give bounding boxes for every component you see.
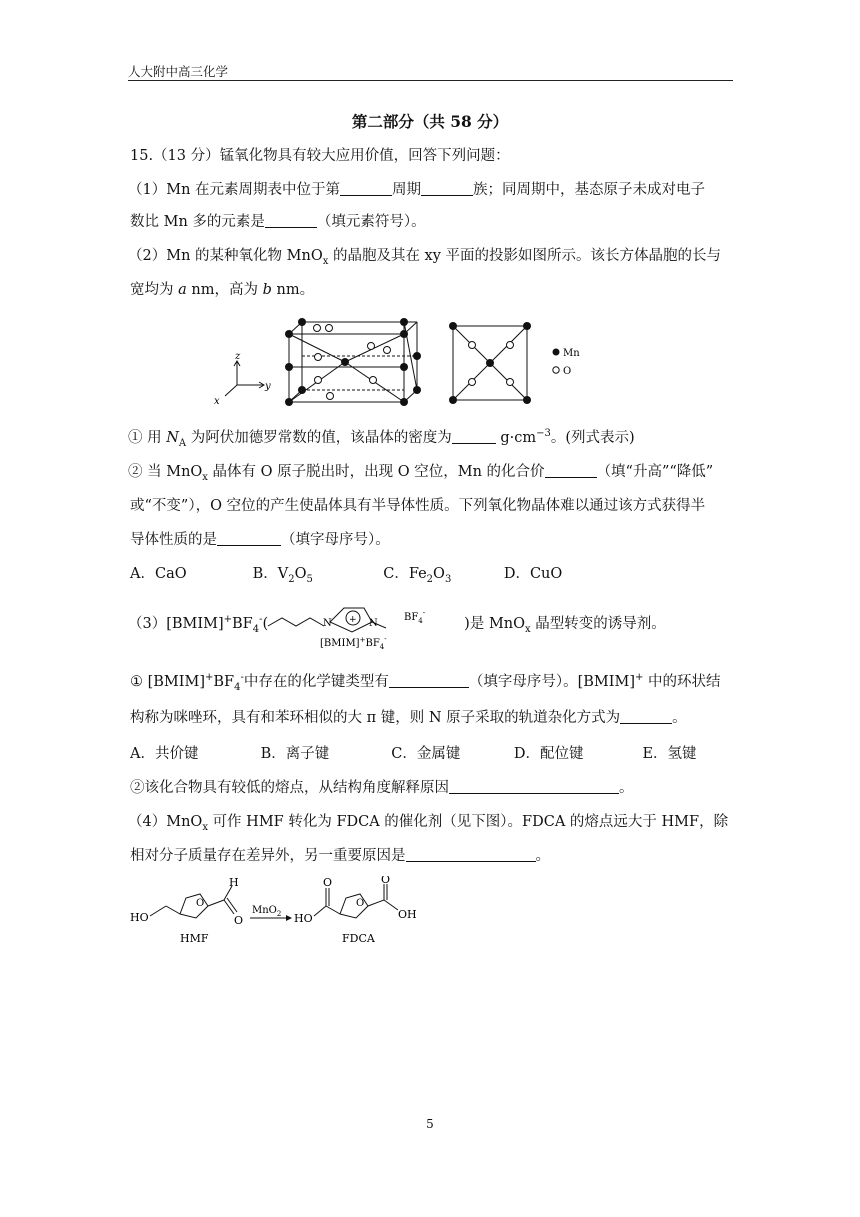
text: （填字母序号）。 — [281, 532, 390, 548]
text: 为阿伏加德罗常数的值，该晶体的密度为 — [186, 430, 452, 446]
part1-line2 — [130, 212, 426, 232]
unit-cell-frame — [289, 322, 417, 402]
superscript: - — [240, 672, 244, 684]
bond-options — [130, 744, 697, 764]
manganese-atoms — [285, 318, 421, 406]
subscript: x — [322, 255, 329, 267]
text: 数比 Mn 多的元素是 — [130, 214, 265, 230]
axes-icon — [225, 361, 264, 396]
oxygen-atoms — [314, 325, 391, 400]
text: )是 MnO — [464, 616, 526, 632]
sub4-line — [130, 778, 634, 798]
text: nm。 — [271, 282, 315, 298]
text: 。 — [672, 710, 687, 726]
answer-blank-density[interactable] — [452, 429, 496, 444]
bmim-n2: N — [369, 618, 378, 629]
option-e[interactable]: E．氢键 — [642, 746, 697, 762]
legend-mn-label: Mn — [563, 348, 580, 359]
answer-blank-melting-point[interactable] — [449, 779, 619, 794]
text: 导体性质的是 — [130, 532, 217, 548]
part4-line2 — [130, 846, 550, 866]
text: （1）Mn 在元素周期表中位于第 — [128, 182, 341, 198]
fdca-o2: O — [381, 876, 391, 886]
sub3-line2 — [130, 708, 687, 728]
axis-x-label: x — [214, 396, 220, 407]
subscript: A — [178, 437, 187, 449]
option-a[interactable]: A．CaO — [130, 566, 187, 582]
sub2-line2: 或“不变”），O 空位的产生使晶体具有半导体性质。下列氧化物晶体难以通过该方式获得半 — [130, 498, 706, 514]
answer-blank-group[interactable] — [421, 181, 473, 196]
option-b[interactable]: B．离子键 — [260, 746, 330, 762]
fdca-ring-o: O — [356, 898, 365, 909]
text: BF — [232, 616, 253, 632]
text: BF — [213, 674, 235, 690]
header-rule — [128, 80, 733, 81]
text: 。 — [619, 780, 634, 796]
sub3-line1 — [130, 672, 721, 692]
text: 可作 HMF 转化为 FDCA 的催化剂（见下图）。FDCA 的熔点远大于 HMF，除 — [207, 814, 729, 830]
part2-line2 — [130, 280, 314, 300]
text: ① [BMIM] — [130, 674, 205, 690]
text: 相对分子质量存在差异外，另一重要原因是 — [130, 848, 406, 864]
option-c[interactable]: C．金属键 — [391, 746, 461, 762]
text: 晶型转变的诱导剂。 — [530, 616, 666, 632]
answer-blank-element[interactable] — [265, 213, 317, 228]
text: （3）[BMIM] — [128, 616, 224, 632]
subscript: x — [202, 821, 208, 833]
text: ② 当 MnO — [128, 464, 203, 480]
option-d[interactable]: D．配位键 — [513, 746, 584, 762]
text: g·cm — [495, 430, 537, 446]
answer-blank-period[interactable] — [340, 181, 392, 196]
text: nm，高为 — [186, 282, 263, 298]
question-stem: 15.（13 分）锰氧化物具有较大应用价值，回答下列问题： — [130, 148, 510, 164]
arrow-head-icon — [286, 915, 292, 921]
text: 周期 — [392, 182, 422, 198]
section-title: 第二部分（共 58 分） — [351, 112, 509, 131]
bmim-structure — [254, 594, 454, 652]
text: （填“升高”“降低” — [596, 464, 714, 480]
hmf-h: H — [229, 876, 239, 889]
axis-z-label: z — [235, 351, 241, 362]
fdca-label: FDCA — [342, 932, 375, 945]
answer-blank-hybridization[interactable] — [620, 709, 672, 724]
reagent-label: MnO$_2$ — [252, 905, 282, 918]
bmim-name-label: $[BMIM]^+BF_4^-$ — [320, 635, 387, 651]
text: ( — [262, 616, 269, 632]
legend-o-icon — [553, 367, 559, 373]
fdca-oh: OH — [398, 908, 417, 921]
text: 构称为咪唑环，具有和苯环相似的大 π 键，则 N 原子采取的轨道杂化方式为 — [130, 710, 621, 726]
text: 的晶胞及其在 xy 平面的投影如图所示。该长方体晶胞的长与 — [328, 248, 722, 264]
answer-blank-bond-type[interactable] — [389, 673, 469, 688]
text: （填元素符号）。 — [316, 214, 426, 230]
na-symbol: N — [166, 430, 179, 446]
page-header: 人大附中高三化学 — [128, 64, 229, 79]
text: ① 用 — [128, 430, 167, 446]
fdca-ho: HO — [294, 912, 313, 925]
axis-y-label: y — [265, 381, 271, 392]
subscript: 4 — [234, 681, 241, 693]
superscript: + — [205, 672, 214, 684]
hmf-label: HMF — [180, 932, 209, 945]
fdca-o1: O — [323, 876, 333, 889]
text: 晶体有 O 原子脱出时，出现 O 空位，Mn 的化合价 — [207, 464, 545, 480]
answer-blank-oxide[interactable] — [217, 531, 281, 546]
text: （4）MnO — [128, 814, 203, 830]
answer-blank-reason[interactable] — [406, 847, 536, 862]
superscript: + — [223, 614, 233, 626]
subscript: x — [202, 471, 208, 483]
crystal-cell-figure — [205, 312, 615, 412]
option-b[interactable]: B．$V_2O_5$ — [252, 566, 313, 585]
answer-blank-valence[interactable] — [545, 463, 597, 478]
oxide-options — [130, 564, 562, 584]
text: 族；同周期中，基态原子未成对电子 — [473, 182, 706, 198]
hmf-to-fdca-reaction — [128, 876, 448, 956]
text: （填字母序号）。[BMIM] — [468, 674, 636, 690]
text: 宽均为 — [130, 282, 179, 298]
subscript: 4 — [252, 623, 260, 635]
legend-mn-icon — [553, 349, 560, 356]
page-number: 5 — [426, 1117, 434, 1131]
part2-line1 — [128, 246, 721, 266]
hmf-ring-o: O — [196, 898, 205, 909]
text: 。 — [535, 848, 550, 864]
sub1-line — [128, 428, 635, 448]
option-a[interactable]: A．共价键 — [130, 746, 199, 762]
hmf-ho: HO — [130, 911, 149, 924]
text: 中存在的化学键类型有 — [243, 674, 389, 690]
superscript: −3 — [536, 428, 551, 440]
bmim-n1: N — [323, 618, 332, 629]
sub2-line1 — [128, 462, 713, 482]
part1-line1 — [128, 180, 705, 200]
hmf-o: O — [234, 914, 244, 927]
bmim-plus: + — [349, 615, 357, 625]
var-b: b — [262, 282, 272, 298]
text: （2）Mn 的某种氧化物 MnO — [128, 248, 323, 264]
bmim-bf4-label: $BF_4^-$ — [404, 609, 426, 625]
option-d[interactable]: D．CuO — [503, 566, 563, 582]
superscript: - — [259, 614, 263, 626]
subscript: x — [525, 623, 531, 635]
hmf-skeleton — [150, 886, 237, 918]
part4-line1 — [128, 812, 728, 832]
text: 。(列式表示) — [550, 430, 635, 446]
superscript: + — [635, 672, 644, 684]
sub2-line3 — [130, 530, 390, 550]
legend-o-label: O — [563, 366, 572, 377]
option-c[interactable]: C．$Fe_2O_3$ — [383, 566, 452, 585]
text: 中的环状结 — [643, 674, 721, 690]
var-a: a — [178, 282, 187, 298]
text: ②该化合物具有较低的熔点，从结构角度解释原因 — [130, 780, 449, 796]
